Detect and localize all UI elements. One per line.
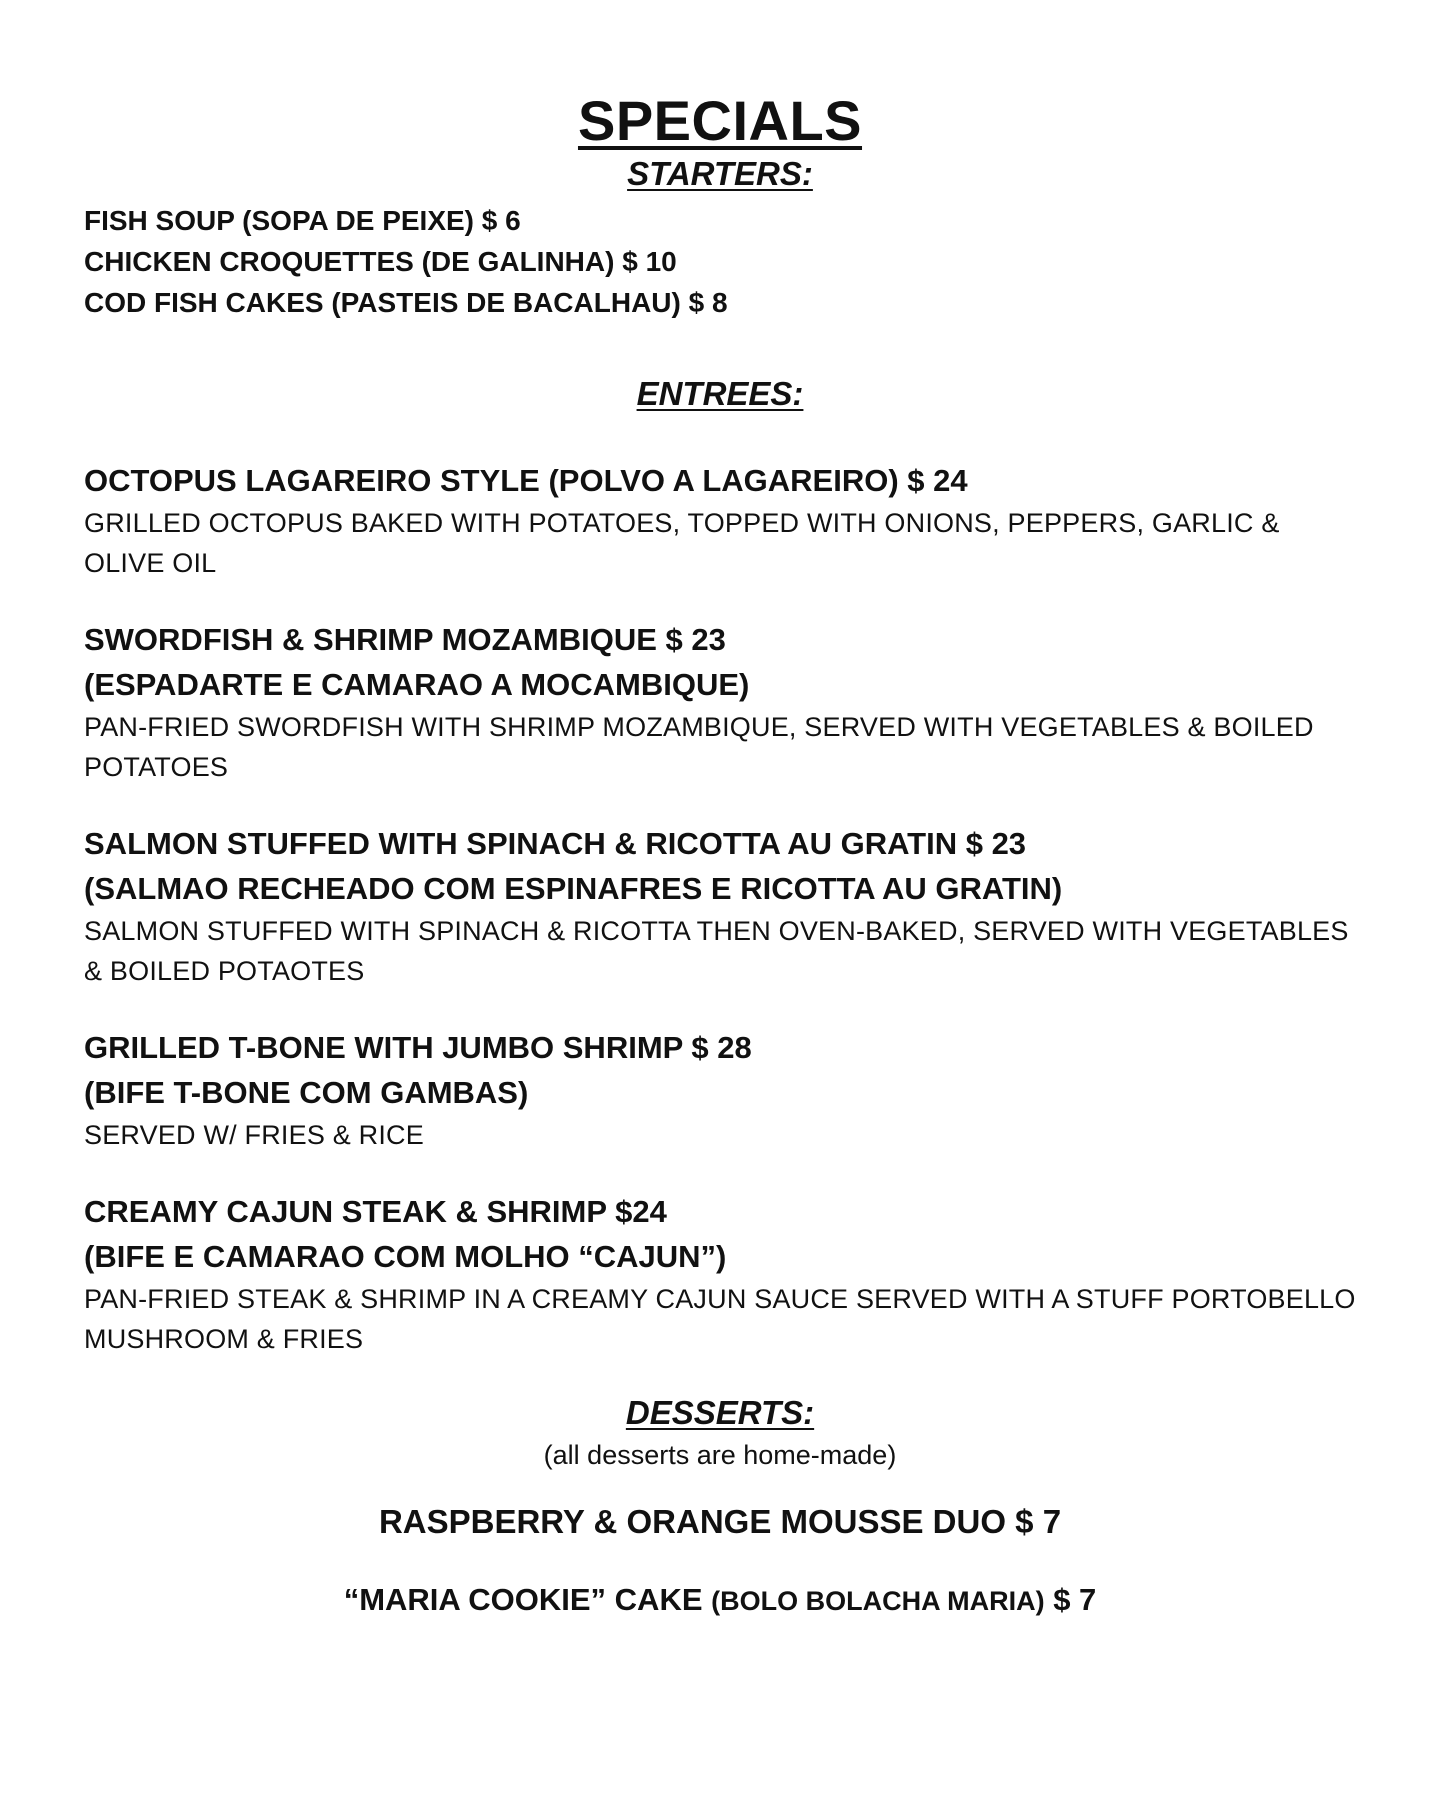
dessert-item (84, 1577, 1356, 1624)
entrees-section (84, 374, 1356, 1359)
entree-description: SERVED W/ FRIES & RICE (84, 1120, 424, 1150)
desserts-section (84, 1393, 1356, 1624)
entree-subtitle: (BIFE T-BONE COM GAMBAS) (84, 1075, 529, 1110)
entree-title: CREAMY CAJUN STEAK & SHRIMP $24 (84, 1194, 667, 1229)
entree-description: GRILLED OCTOPUS BAKED WITH POTATOES, TOPPED WITH ONIONS, PEPPERS, GARLIC & OLIVE OIL (84, 508, 1280, 578)
entree-description: PAN-FRIED SWORDFISH WITH SHRIMP MOZAMBIQUE, SERVED WITH VEGETABLES & BOILED POTATOES (84, 712, 1314, 782)
dessert-name: “MARIA COOKIE” CAKE (343, 1582, 712, 1617)
entree-description: PAN-FRIED STEAK & SHRIMP IN A CREAMY CAJUN SAUCE SERVED WITH A STUFF PORTOBELLO MUSHROOM & FRIES (84, 1284, 1356, 1354)
entrees-list (84, 458, 1356, 1359)
entree-item (84, 1189, 1356, 1359)
starters-list (84, 200, 1356, 323)
desserts-heading: DESSERTS: (625, 1394, 815, 1431)
entrees-heading: ENTREES: (636, 375, 804, 412)
entree-item (84, 458, 1356, 583)
entree-title: SALMON STUFFED WITH SPINACH & RICOTTA AU GRATIN $ 23 (84, 826, 1027, 861)
entree-subtitle: (SALMAO RECHEADO COM ESPINAFRES E RICOTTA AU GRATIN) (84, 871, 1063, 906)
dessert-item: RASPBERRY & ORANGE MOUSSE DUO $ 7 (378, 1503, 1062, 1540)
desserts-note: (all desserts are home-made) (543, 1440, 897, 1470)
starter-item: COD FISH CAKES (PASTEIS DE BACALHAU) $ 8 (84, 287, 728, 318)
dessert-portuguese-name: (BOLO BOLACHA MARIA) (711, 1586, 1045, 1616)
starters-section (84, 154, 1356, 323)
dessert-price: $ 7 (1044, 1582, 1097, 1617)
page-title: SPECIALS (577, 89, 863, 152)
entree-item (84, 617, 1356, 787)
entree-subtitle: (ESPADARTE E CAMARAO A MOCAMBIQUE) (84, 667, 750, 702)
entree-title: SWORDFISH & SHRIMP MOZAMBIQUE $ 23 (84, 622, 726, 657)
entree-title: GRILLED T-BONE WITH JUMBO SHRIMP $ 28 (84, 1030, 752, 1065)
entree-item (84, 1025, 1356, 1155)
starter-item: FISH SOUP (SOPA DE PEIXE) $ 6 (84, 205, 521, 236)
entree-item (84, 821, 1356, 991)
entree-subtitle: (BIFE E CAMARAO COM MOLHO “CAJUN”) (84, 1239, 727, 1274)
entree-description: SALMON STUFFED WITH SPINACH & RICOTTA THEN OVEN-BAKED, SERVED WITH VEGETABLES & BOILED POTAOTES (84, 916, 1349, 986)
entree-title: OCTOPUS LAGAREIRO STYLE (POLVO A LAGAREIRO) $ 24 (84, 463, 968, 498)
starters-heading: STARTERS: (627, 155, 813, 192)
starter-item: CHICKEN CROQUETTES (DE GALINHA) $ 10 (84, 246, 677, 277)
